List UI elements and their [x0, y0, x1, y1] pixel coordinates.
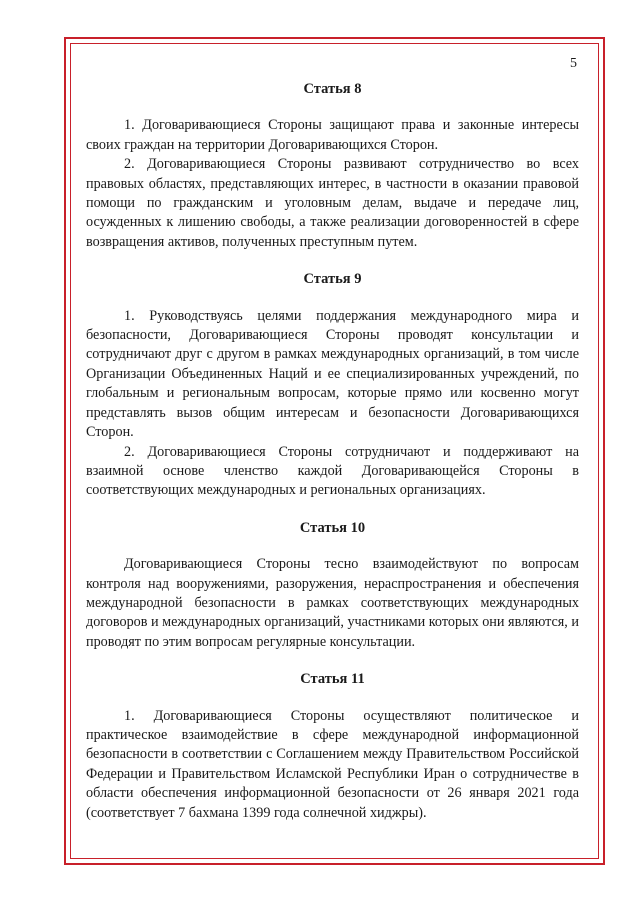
article-heading: Статья 11	[300, 671, 365, 688]
article-heading: Статья 10	[299, 519, 366, 536]
article-10	[86, 519, 579, 652]
article-8	[86, 80, 579, 252]
article-heading: Статья 8	[303, 81, 362, 97]
article-paragraph: 1. Руководствуясь целями поддержания международного мира и безопасности, Договаривающиеся Стороны проводят консультации и сотрудничают друг с другом в рамках международных организаций, в том числе Организации Объединенных Наций и ее специализированных учреждений, по глобальным и региональным вопросам, которые прямо или косвенно могут представлять вызов общим интересам и безопасности Договаривающихся Сторон.	[86, 307, 579, 441]
article-paragraph: 1. Договаривающиеся Стороны осуществляют политическое и практическое взаимодействие в сфере международной информационной безопасности в соответствии с Соглашением между Правительством Российской Федерации и Правительством Исламской Республики Иран о сотрудничестве в области обеспечения информационной безопасности от 26 января 2021 года (соответствует 7 бахмана 1399 года солнечной хиджры).	[86, 707, 579, 821]
article-paragraph: Договаривающиеся Стороны тесно взаимодействуют по вопросам контроля над вооружениями, разоружения, нераспространения и обеспечения международной безопасности в рамках соответствующих международных договоров и международных организаций, участниками которых они являются, и проводят по этим вопросам регулярные консультации.	[86, 556, 579, 650]
article-9	[86, 270, 579, 500]
article-heading: Статья 9	[303, 271, 362, 288]
article-11	[86, 670, 579, 823]
document-body	[86, 78, 579, 823]
article-paragraph: 2. Договаривающиеся Стороны сотрудничают и поддерживают на взаимной основе членство каждой Договаривающейся Стороны в соответствующих международных и региональных организациях.	[86, 443, 579, 499]
article-paragraph: 1. Договаривающиеся Стороны защищают права и законные интересы своих граждан на территории Договаривающихся Сторон.	[86, 117, 579, 153]
page-number: 5	[570, 56, 577, 71]
article-paragraph: 2. Договаривающиеся Стороны развивают сотрудничество во всех правовых областях, представляющих интерес, в частности в оказании правовой помощи по гражданским и уголовным делам, выдаче и передаче лиц, осужденных к лишению свободы, а также реализации договоренностей в сфере возвращения активов, полученных преступным путем.	[86, 156, 579, 250]
